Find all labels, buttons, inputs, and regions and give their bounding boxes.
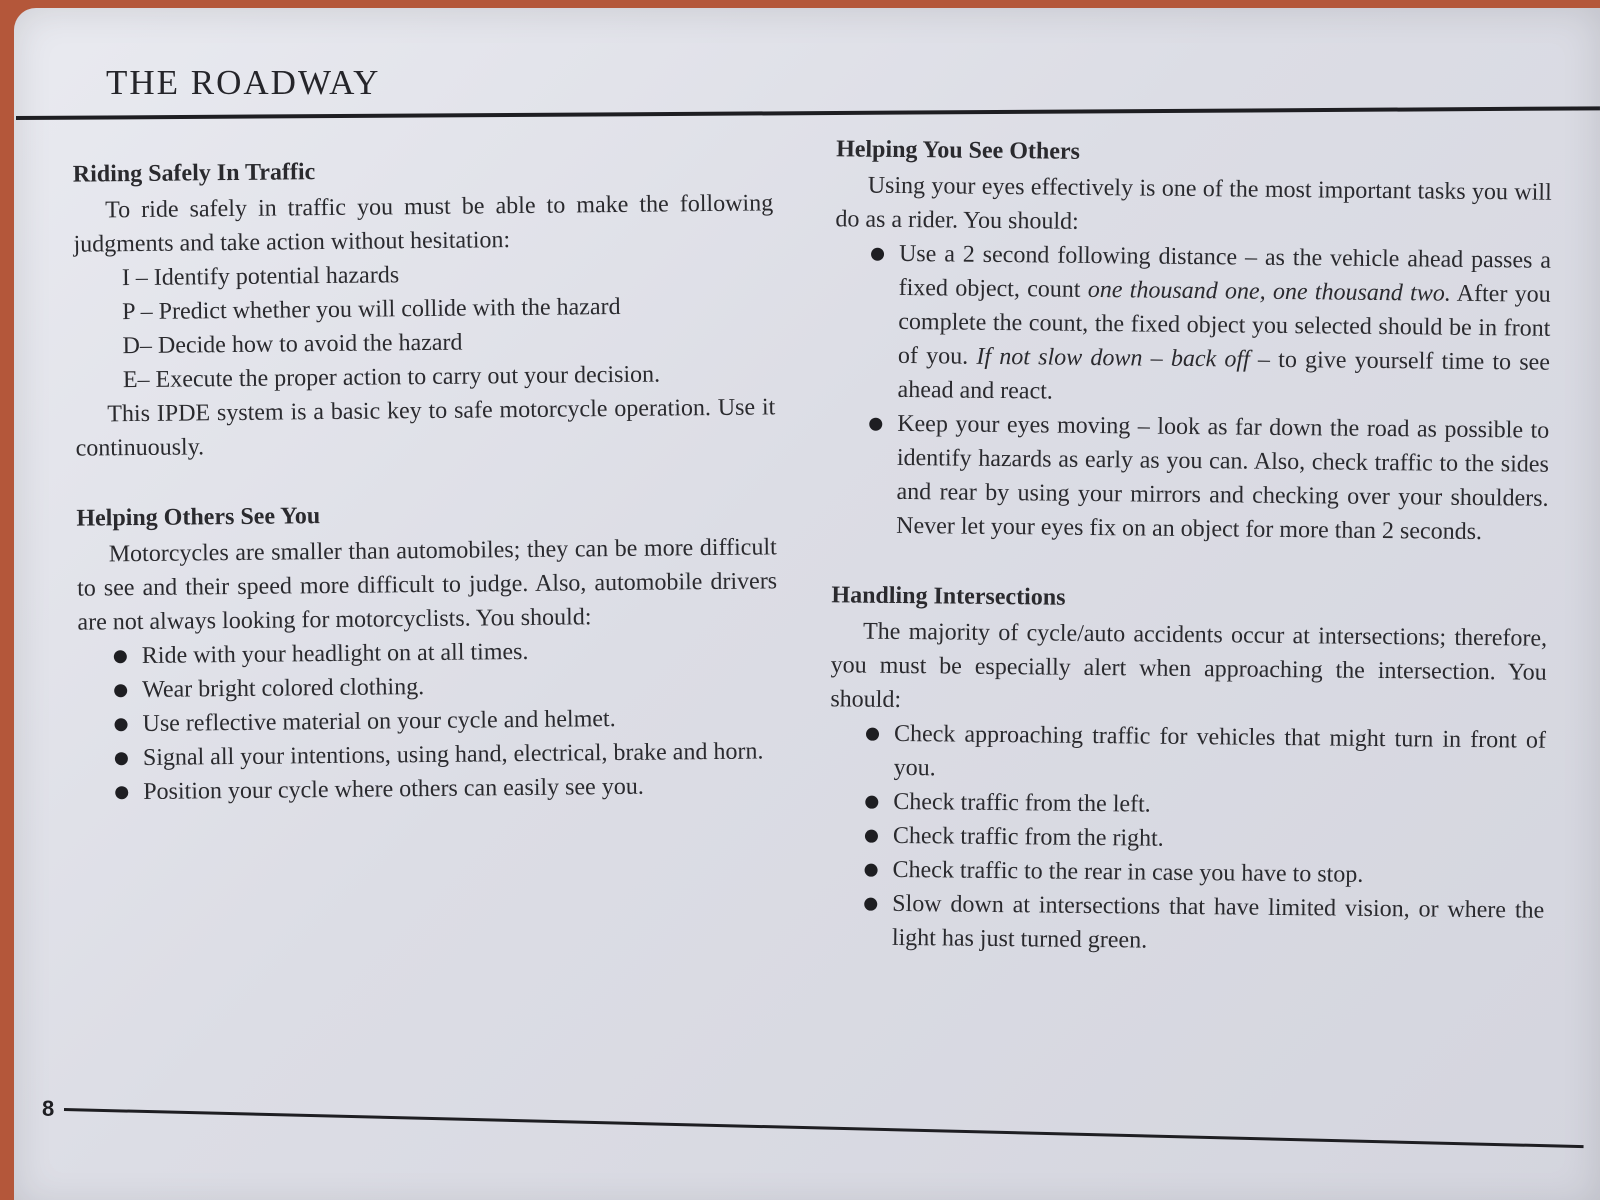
- list-item-text: Position your cycle where others can easily see you.: [143, 773, 644, 805]
- list-item: [869, 237, 1551, 414]
- italic-run: If not slow down – back off –: [976, 343, 1271, 373]
- bullet-icon: [114, 650, 127, 663]
- bullet-icon: [114, 718, 127, 731]
- page-number: 8: [42, 1096, 55, 1121]
- list-item: [864, 887, 1545, 962]
- bullet-list: [78, 632, 780, 809]
- bullet-list: [828, 716, 1546, 961]
- header-rule: [16, 106, 1600, 120]
- ipde-item: D– Decide how to avoid the hazard: [122, 329, 463, 360]
- manual-page: [14, 8, 1600, 1200]
- section-heading: Helping You See Others: [836, 136, 1081, 165]
- list-item: [868, 407, 1549, 550]
- section-intro: The majority of cycle/auto accidents occur at intersections; therefore, you must be especially alert when approaching the intersection. You should:: [830, 618, 1548, 713]
- section-intersections: [828, 578, 1548, 961]
- bullet-icon: [871, 248, 884, 261]
- section-intro: To ride safely in traffic you must be able to make the following judgments and take action without hesitation:: [73, 190, 774, 258]
- bullet-icon: [869, 418, 882, 431]
- left-column: [73, 150, 780, 809]
- list-item-text: Signal all your intentions, using hand, electrical, brake and horn.: [142, 738, 764, 771]
- text-run: to give yourself time to see ahead and react.: [897, 346, 1551, 405]
- list-item-text: Check traffic from the left.: [893, 788, 1151, 818]
- section-helping-you: [832, 132, 1552, 549]
- text-run: Use a 2 second following distance – as the vehicle ahead passes a fixed object, count: [898, 240, 1552, 303]
- bullet-icon: [865, 796, 878, 809]
- section-heading: Helping Others See You: [76, 503, 321, 532]
- list-item-text: Ride with your headlight on at all times.: [141, 638, 529, 669]
- bullet-icon: [865, 864, 878, 877]
- list-item-text: Keep your eyes moving – look as far down the road as possible to identify hazards as early as you can. Also, check traffic to the sides and rear by using your mirrors and checking over your shoulders. Never let your eyes fix on an object for more than 2 seconds.: [896, 410, 1550, 546]
- ipde-item: E– Execute the proper action to carry out your decision.: [122, 361, 661, 394]
- bullet-icon: [115, 786, 128, 799]
- right-column: [828, 132, 1553, 961]
- section-riding-safely: [73, 150, 776, 465]
- bullet-icon: [864, 898, 877, 911]
- list-item-text: Check traffic from the right.: [892, 822, 1164, 852]
- bullet-icon: [115, 752, 128, 765]
- list-item-text: Check traffic to the rear in case you have to stop.: [892, 856, 1364, 888]
- italic-run: one thousand one, one thousand two.: [1087, 276, 1451, 307]
- list-item-text: Slow down at intersections that have limited vision, or where the light has just turned green.: [891, 890, 1545, 954]
- list-item: [865, 717, 1546, 792]
- bullet-icon: [866, 728, 879, 741]
- section-intro: Using your eyes effectively is one of the most important tasks you will do as a rider. You should:: [835, 172, 1552, 235]
- bullet-icon: [865, 830, 878, 843]
- ipde-item: P – Predict whether you will collide with the hazard: [122, 293, 621, 326]
- page-header-title: THE ROADWAY: [106, 63, 381, 102]
- list-item-text: Check approaching traffic for vehicles that might turn in front of you.: [893, 720, 1547, 782]
- section-helping-others: [76, 494, 779, 809]
- ipde-item: I – Identify potential hazards: [121, 262, 400, 292]
- section-heading: Riding Safely In Traffic: [72, 159, 316, 188]
- bullet-icon: [114, 684, 127, 697]
- text-run: After you complete the count, the fixed object you selected should be in front of you.: [897, 280, 1551, 370]
- bullet-list: [832, 236, 1551, 549]
- list-item-text: [897, 241, 1551, 405]
- section-heading: Handling Intersections: [831, 582, 1066, 611]
- list-item-text: Wear bright colored clothing.: [142, 674, 425, 703]
- footer-rule: [64, 1108, 1584, 1148]
- ipde-list: [122, 254, 775, 397]
- section-intro: Motorcycles are smaller than automobiles; they can be more difficult to see and their speed more difficult to judge. Also, automobile drivers are not always looking for motorcyclists. You should:: [76, 534, 778, 636]
- list-item: [115, 768, 779, 809]
- section-closing: This IPDE system is a basic key to safe motorcycle operation. Use it continuously.: [75, 394, 776, 462]
- list-item-text: Use reflective material on your cycle and helmet.: [142, 706, 616, 737]
